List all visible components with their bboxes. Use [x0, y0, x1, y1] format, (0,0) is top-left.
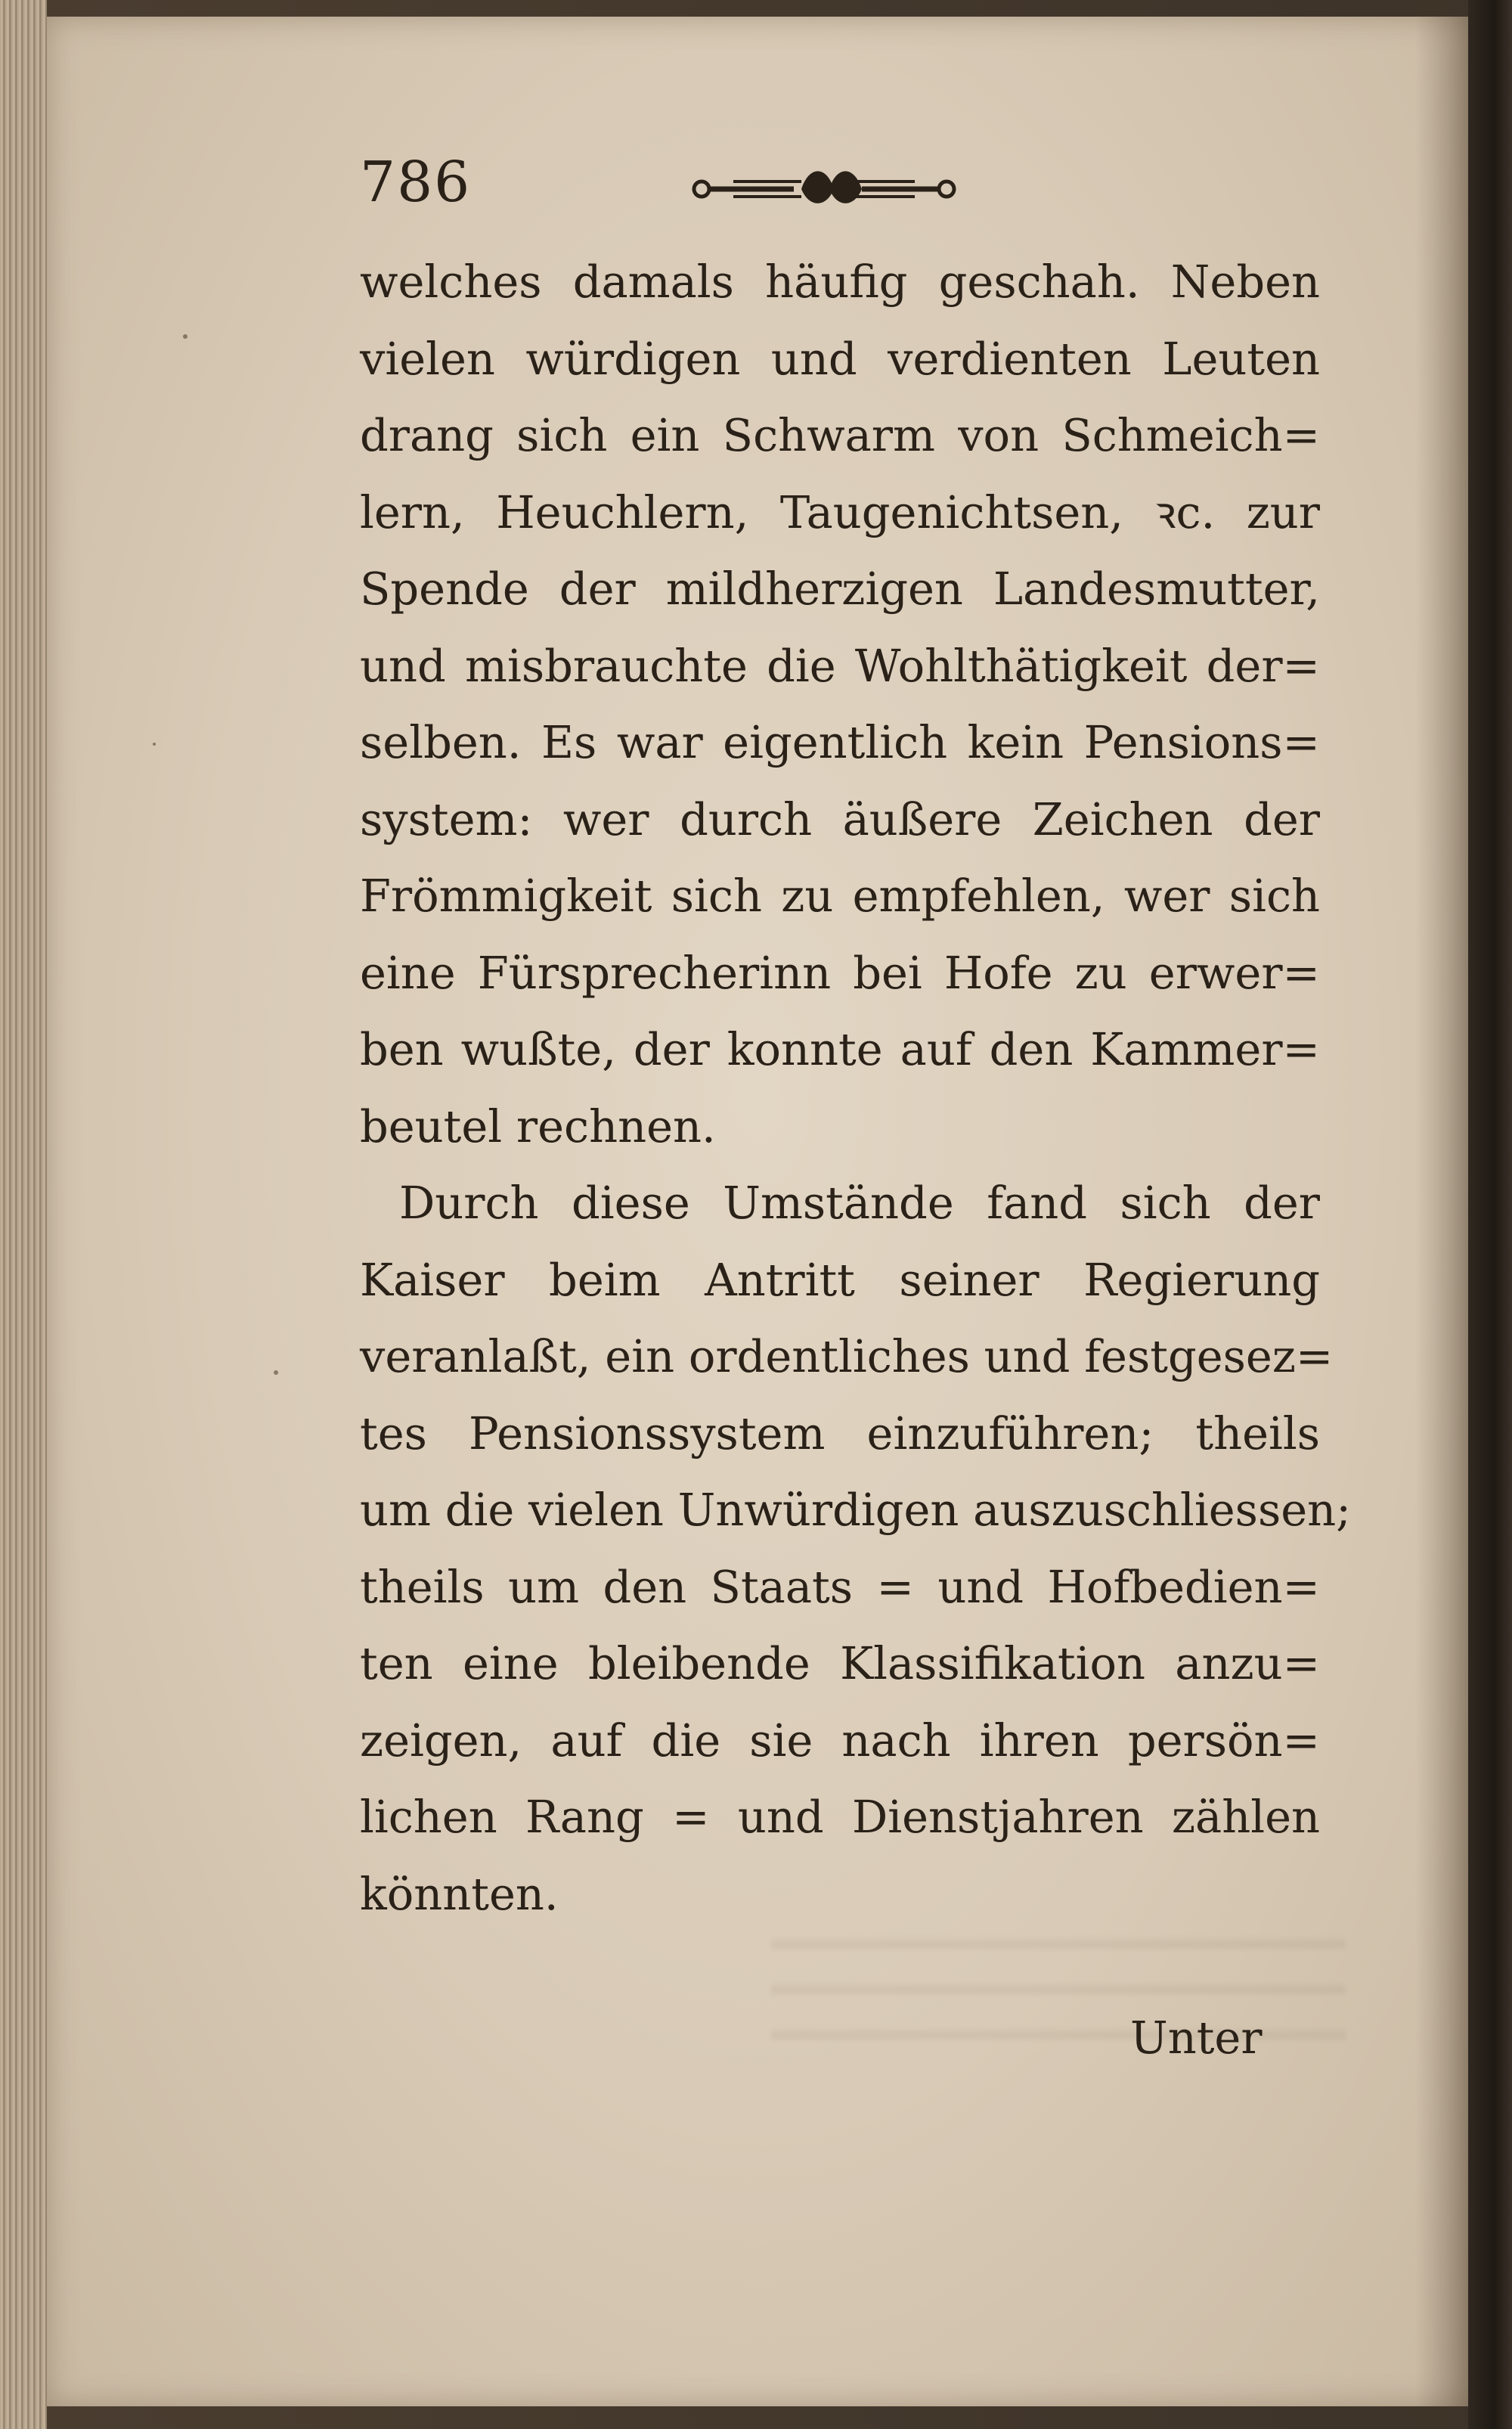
text-line: drang sich ein Schwarm von Schmeich= [360, 409, 1320, 461]
text-line: vielen würdigen und verdienten Leuten [360, 332, 1320, 385]
text-line: tes Pensionssystem einzuführen; theils [360, 1407, 1320, 1460]
text-line: beutel rechnen. [360, 1100, 716, 1152]
text-line: theils um den Staats = und Hofbedien= [360, 1560, 1320, 1613]
text-line: Frömmigkeit sich zu empfehlen, wer sich [360, 870, 1320, 922]
page-edges [0, 0, 47, 2429]
text-line: ben wußte, der konnte auf den Kammer= [360, 1023, 1320, 1075]
book-binding-edge [1468, 0, 1512, 2429]
text-line: Kaiser beim Antritt seiner Regierung [360, 1253, 1320, 1306]
text-line: zeigen, auf die sie nach ihren persön= [360, 1714, 1320, 1767]
text-line: Durch diese Umstände fand sich der [399, 1177, 1320, 1229]
text-line: veranlaßt, ein ordentliches und festgesez= [360, 1330, 1334, 1382]
text-line: welches damals häufig geschah. Neben [360, 256, 1320, 308]
binding-shadow [1415, 17, 1468, 2406]
text-line: eine Fürsprecherinn bei Hofe zu erwer= [360, 946, 1320, 999]
text-line: und misbrauchte die Wohlthätigkeit der= [360, 639, 1320, 692]
text-line: lichen Rang = und Dienstjahren zählen [360, 1791, 1320, 1843]
catchword: Unter [1130, 2012, 1263, 2064]
page-header [310, 144, 1368, 227]
text-line: könnten. [360, 1867, 559, 1920]
text-line: lern, Heuchlern, Taugenichtsen, ꝛc. zur [360, 485, 1320, 538]
decorative-rule-icon [688, 160, 960, 213]
text-line: um die vielen Unwürdigen auszuschliessen; [360, 1484, 1352, 1536]
body-text [360, 244, 1352, 1932]
text-line: ten eine bleibende Klassifikation anzu= [360, 1637, 1320, 1689]
text-line: system: wer durch äußere Zeichen der [360, 793, 1320, 845]
text-line: Spende der mildherzigen Landesmutter, [360, 563, 1320, 615]
paper-speck [153, 743, 156, 746]
paper-speck [183, 334, 187, 339]
text-line: selben. Es war eigentlich kein Pensions= [360, 716, 1320, 768]
page-number: 786 [360, 150, 472, 215]
paper-speck [274, 1370, 278, 1375]
